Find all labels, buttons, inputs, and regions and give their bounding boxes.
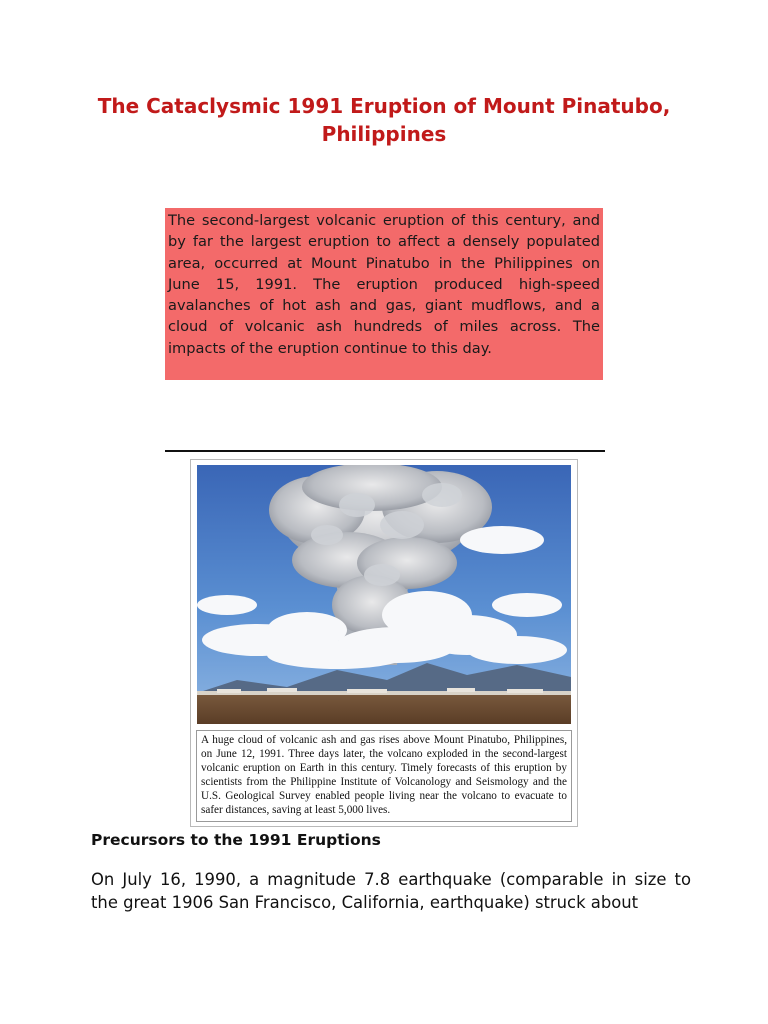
figure-caption: A huge cloud of volcanic ash and gas rises above Mount Pinatubo, Philippines, on June 12, 1991. Three days later, the volcano exploded in the second-largest volcanic eruption on Earth in this century. Timely forecasts of this eruption by scientists from the Philippine Institute of Volcanology and Seismology and the U.S. Geological Survey enabled people living near the volcano to evacuate to safer distances, saving at least 5,000 lives.	[196, 730, 572, 822]
page-title: The Cataclysmic 1991 Eruption of Mount Pinatubo, Philippines	[97, 94, 671, 146]
summary-box	[165, 208, 603, 380]
ground	[197, 693, 571, 724]
eruption-figure	[190, 459, 578, 827]
body-paragraph: On July 16, 1990, a magnitude 7.8 earthquake (comparable in size to the great 1906 San Francisco, California, earthquake) struck about	[91, 870, 691, 912]
horizontal-rule	[165, 450, 605, 452]
eruption-photo	[197, 465, 571, 724]
summary-text: The second-largest volcanic eruption of this century, and by far the largest eruption to affect a densely populated area, occurred at Mount Pinatubo in the Philippines on June 15, 1991. The eruption produced high-speed avalanches of hot ash and gas, giant mudflows, and a cloud of volcanic ash hundreds of miles across. The impacts of the eruption continue to this day.	[168, 212, 600, 357]
section-heading: Precursors to the 1991 Eruptions	[91, 831, 381, 849]
